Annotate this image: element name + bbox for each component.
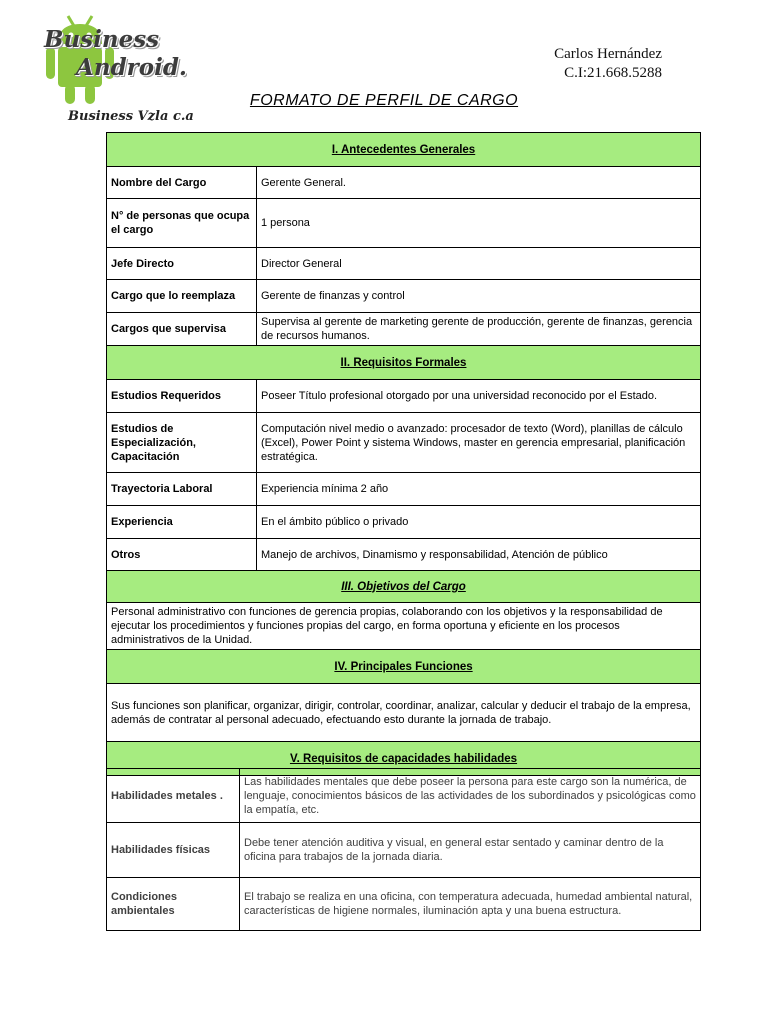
section-header-objetivos [107,571,701,603]
row-label: Habilidades metales . [107,769,240,823]
row-value: Experiencia mínima 2 año [257,473,701,506]
section-header-funciones [107,650,701,684]
author-name: Carlos Hernández [554,46,662,62]
table-row [107,380,701,413]
row-label: Cargo que lo reemplaza [107,280,257,313]
row-label: Habilidades físicas [107,823,240,878]
row-label: Estudios Requeridos [107,380,257,413]
table-row [107,769,701,823]
row-label: Nombre del Cargo [107,167,257,199]
section-title: I. Antecedentes Generales [107,133,701,167]
row-value: Debe tener atención auditiva y visual, en general estar sentado y caminar dentro de la oficina para trabajos de la jornada diaria. [240,823,701,878]
section-title: III. Objetivos del Cargo [107,571,701,603]
functions-text: Sus funciones son planificar, organizar, dirigir, controlar, coordinar, analizar, calcular y deducir el trabajo de la empresa, además de contratar al personal adecuado, efectuando esto durante la jornada de trabajo. [107,684,701,742]
table-row [107,473,701,506]
row-value: Supervisa al gerente de marketing gerente de producción, gerente de finanzas, gerencia de recursos humanos. [257,313,701,346]
table-row [107,684,701,742]
table-row [107,413,701,473]
company-name: Business Vzla c.a [68,109,194,124]
author-id: C.I:21.668.5288 [564,65,662,81]
row-value: Gerente General. [257,167,701,199]
table-row [107,313,701,346]
author-block [554,45,662,83]
row-label: Experiencia [107,506,257,539]
row-value: Gerente de finanzas y control [257,280,701,313]
row-label: Trayectoria Laboral [107,473,257,506]
objectives-text: Personal administrativo con funciones de gerencia propias, colaborando con los objetivos y la responsabilidad de ejecutar los procedimientos y funciones propias del cargo, en forma oportuna y eficiente en los procesos administrativos de la Unidad. [107,603,701,650]
row-value: Director General [257,248,701,280]
section-title: II. Requisitos Formales [107,346,701,380]
table-row [107,823,701,878]
table-row [107,199,701,248]
row-label: Jefe Directo [107,248,257,280]
section-header-requisitos [107,346,701,380]
row-label: Cargos que supervisa [107,313,257,346]
row-label: Condiciones ambientales [107,878,240,931]
skills-table [106,768,701,931]
row-value: Computación nivel medio o avanzado: procesador de texto (Word), planillas de cálculo (Excel), Power Point y sistema Windows, master en gerencia empresarial, planificación estratégica. [257,413,701,473]
row-value: 1 persona [257,199,701,248]
logo-text-business: Business [44,26,160,53]
table-row [107,878,701,931]
row-value: En el ámbito público o privado [257,506,701,539]
section-title: IV. Principales Funciones [107,650,701,684]
row-label: N° de personas que ocupa el cargo [107,199,257,248]
row-value: Manejo de archivos, Dinamismo y responsabilidad, Atención de público [257,539,701,571]
table-row [107,248,701,280]
profile-table [106,132,701,776]
row-label: Estudios de Especialización, Capacitación [107,413,257,473]
table-row [107,603,701,650]
row-value: Las habilidades mentales que debe poseer la persona para este cargo son la numérica, de lenguaje, conocimientos básicos de las actividades de los subordinados y psicológicas como la empatía, etc. [240,769,701,823]
row-label: Otros [107,539,257,571]
section-header-antecedentes [107,133,701,167]
row-value: El trabajo se realiza en una oficina, con temperatura adecuada, humedad ambiental natural, características de higiene normales, iluminación apta y una buena estructura. [240,878,701,931]
logo-text-android: Android. [76,54,187,81]
table-row [107,506,701,539]
table-row [107,539,701,571]
table-row [107,280,701,313]
document-title: FORMATO DE PERFIL DE CARGO [249,92,519,109]
section-title: V. Requisitos de capacidades habilidades [107,742,701,776]
table-row [107,167,701,199]
row-value: Poseer Título profesional otorgado por una universidad reconocido por el Estado. [257,380,701,413]
